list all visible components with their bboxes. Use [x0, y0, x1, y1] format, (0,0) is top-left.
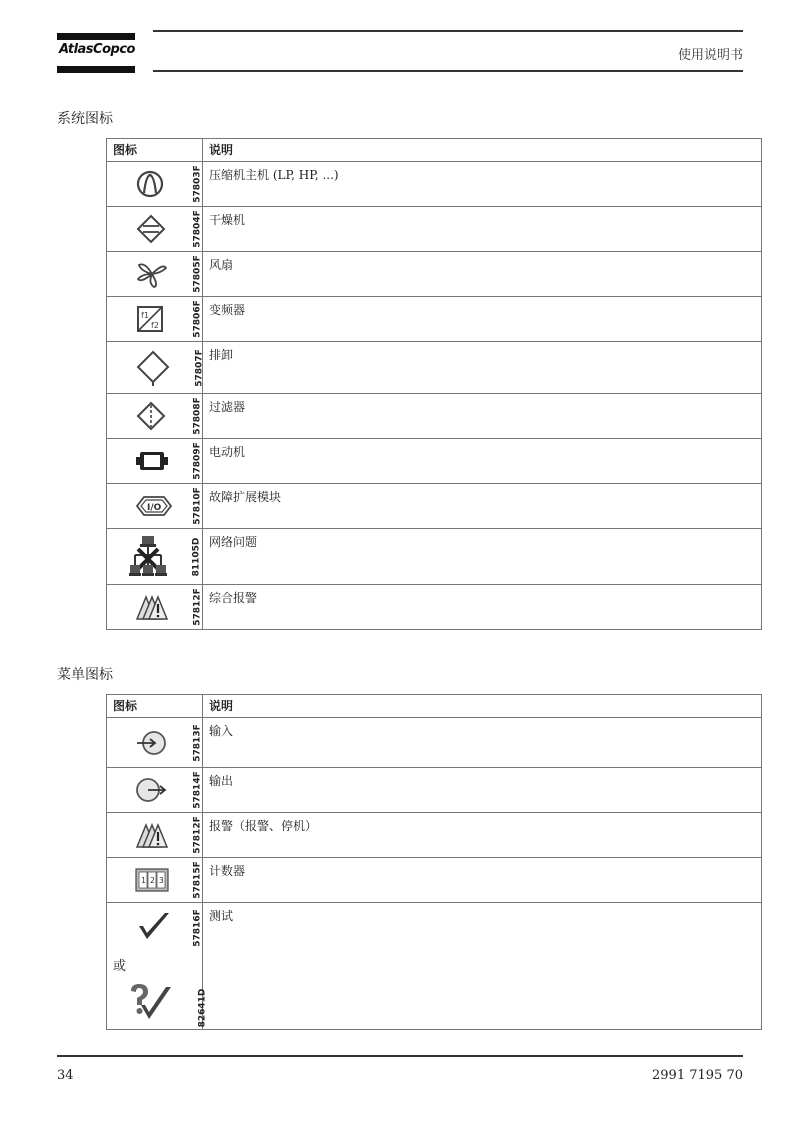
- table-row: [107, 162, 762, 207]
- page-number: 34: [57, 1068, 74, 1083]
- icon-code: 81105D: [191, 537, 202, 576]
- col-header-icon: 图标: [107, 695, 203, 718]
- table-row: [107, 207, 762, 252]
- icon-code: 57806F: [192, 300, 203, 338]
- io-module-icon: [135, 493, 173, 519]
- table-row: [107, 529, 762, 585]
- system-icons-table: [106, 138, 762, 630]
- input-icon: [135, 729, 167, 757]
- frequency-converter-icon: [135, 304, 165, 334]
- general-alarm-icon: [135, 593, 169, 621]
- icon-description: 输入: [203, 718, 762, 768]
- counter-icon: [135, 868, 169, 892]
- icon-code: 57805F: [192, 255, 203, 293]
- table-row: [107, 484, 762, 529]
- icon-code: 57804F: [192, 210, 203, 248]
- header-rule-top: [153, 30, 743, 32]
- icon-description: 风扇: [203, 252, 762, 297]
- col-header-desc: 说明: [203, 695, 762, 718]
- filter-icon: [135, 400, 167, 432]
- icon-description: 输出: [203, 768, 762, 813]
- svg-text:f1: f1: [141, 311, 149, 320]
- icon-description: 报警（报警、停机）: [203, 813, 762, 858]
- icon-description: 故障扩展模块: [203, 484, 762, 529]
- atlas-copco-logo: AtlasCopco: [57, 33, 137, 73]
- document-number: 2991 7195 70: [652, 1068, 743, 1083]
- svg-text:f2: f2: [151, 321, 159, 330]
- menu-icons-table: [106, 694, 762, 1030]
- svg-text:2: 2: [150, 876, 155, 885]
- table-row: [107, 252, 762, 297]
- svg-text:I/O: I/O: [147, 503, 162, 513]
- icon-description: 综合报警: [203, 585, 762, 630]
- icon-code: 57803F: [192, 165, 203, 203]
- icon-description: 变频器: [203, 297, 762, 342]
- dryer-icon: [135, 213, 167, 245]
- footer-rule: [57, 1055, 743, 1057]
- icon-description: 计数器: [203, 858, 762, 903]
- header-title: 使用说明书: [677, 48, 743, 63]
- icon-description: 网络问题: [203, 529, 762, 585]
- motor-icon: [135, 448, 169, 474]
- table-row: [107, 768, 762, 813]
- table-row: [107, 394, 762, 439]
- table-row: [107, 718, 762, 768]
- table-row: [107, 903, 762, 1030]
- icon-code: 57815F: [192, 861, 203, 899]
- or-label: 或: [113, 959, 127, 974]
- table-row: [107, 439, 762, 484]
- icon-code: 57813F: [192, 723, 203, 762]
- icon-description: 过滤器: [203, 394, 762, 439]
- fan-icon: [135, 259, 169, 289]
- test-check-icon: [137, 911, 171, 941]
- test-question-icon: [129, 983, 173, 1021]
- section-title-menu-icons: 菜单图标: [57, 667, 113, 683]
- icon-code: 57812F: [192, 816, 203, 854]
- icon-code: 57816F: [192, 909, 203, 947]
- table-row: [107, 585, 762, 630]
- table-row: [107, 297, 762, 342]
- col-header-icon: 图标: [107, 139, 203, 162]
- svg-text:1: 1: [141, 876, 146, 885]
- output-icon: [135, 776, 167, 804]
- table-row: [107, 858, 762, 903]
- icon-code: 57810F: [192, 487, 203, 525]
- icon-code: 82641D: [197, 988, 208, 1028]
- alarm-icon: [135, 821, 169, 849]
- icon-description: 测试: [203, 903, 762, 1030]
- icon-description: 电动机: [203, 439, 762, 484]
- icon-code: 57808F: [192, 397, 203, 435]
- section-title-system-icons: 系统图标: [57, 111, 113, 127]
- compressor-icon: [135, 169, 165, 199]
- icon-description: 排卸: [203, 342, 762, 394]
- icon-code: 57812F: [192, 588, 203, 626]
- icon-code: 57814F: [192, 771, 203, 809]
- col-header-desc: 说明: [203, 139, 762, 162]
- drain-icon: [135, 349, 171, 387]
- svg-text:3: 3: [159, 876, 164, 885]
- icon-description: 压缩机主机 (LP, HP, ...): [203, 162, 762, 207]
- icon-code: 57809F: [192, 442, 203, 480]
- icon-description: 干燥机: [203, 207, 762, 252]
- table-row: [107, 342, 762, 394]
- icon-code: 57807F: [194, 348, 205, 387]
- network-problem-icon: [129, 535, 167, 579]
- header-rule-bottom: [153, 70, 743, 72]
- table-row: [107, 813, 762, 858]
